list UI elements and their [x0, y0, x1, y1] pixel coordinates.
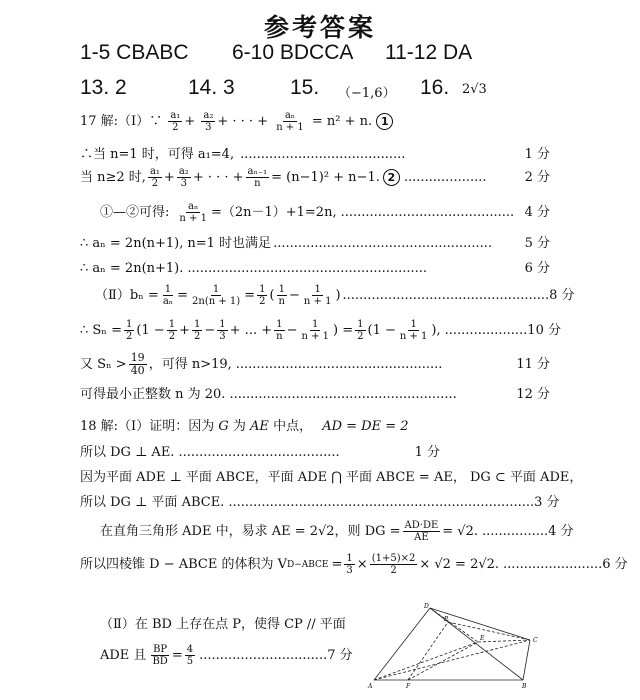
answer-15-value: （−1,6）	[338, 86, 396, 101]
circled-1: 1	[376, 113, 393, 130]
leader-dots: ................	[482, 523, 549, 539]
p17-l8-text: ∴ Sₙ =	[80, 322, 122, 338]
label-P: P	[444, 616, 449, 623]
frac-1-n: $\frac{1}{n}$	[278, 284, 285, 307]
p17-l10-text: 可得最小正整数 n 为 20.	[80, 387, 226, 402]
answer-1-5: 1-5 CBABC	[80, 41, 189, 64]
frac-half-c: $\frac{1}{2}$	[357, 319, 364, 342]
circled-2: 2	[383, 169, 400, 186]
frac-a1-2: $\frac{\text{a₁}}{2}$	[170, 110, 181, 133]
frac-19-40: $\frac{19}{40}$	[130, 351, 145, 377]
score: 4 分	[548, 523, 574, 539]
p17-l5-formula: ∴ aₙ = 2n(n+1),	[80, 236, 184, 251]
leader-dots: ....................	[403, 169, 487, 185]
label-F: F	[406, 683, 411, 690]
frac-1-n1c: $\frac{1}{n + 1}$	[301, 319, 330, 342]
p17-eq1-tail: = n² + n.	[311, 114, 373, 129]
frac-an1-n: $\frac{\text{aₙ₋₁}}{n}$	[247, 166, 268, 189]
p18-l6-result: × √2 = 2√2.	[419, 556, 500, 572]
score: 6 分	[524, 261, 550, 276]
frac-an-n1b: $\frac{\text{aₙ}}{n + 1}$	[179, 201, 207, 224]
p17-l3-text: 当 n≥2 时,	[80, 169, 146, 185]
p17-line9	[80, 352, 550, 377]
label-A: A	[368, 683, 373, 690]
score: 6 分	[602, 556, 628, 572]
frac-1-2d: $\frac{1}{2}$	[194, 319, 201, 342]
p17-line8: ∴ Sₙ = $\frac{1}{2}$ (1 − $\frac{1}{2}$ + $\frac{1}{2}$ − $\frac{1}{3}$ + ... + $\frac{1}{n}$ − $\frac{1}{n + 1}$ ) = $\frac{1}{2}$ (1 − $\frac{1}{n + 1}$ ), .................... 10 分	[80, 319, 561, 342]
answer-14: 14. 3	[188, 76, 235, 99]
label-E: E	[480, 635, 485, 642]
p17-l9-result: ，可得 n>19,	[148, 356, 232, 372]
leader-dots: ...............................	[199, 647, 328, 663]
score: 2 分	[524, 169, 550, 185]
frac-a2-3: $\frac{\text{a₂}}{3}$	[203, 110, 214, 133]
p18-l1-midpoint: 中点，	[273, 419, 313, 434]
leader-dots: ..................................................	[342, 287, 550, 303]
p18-line1	[80, 418, 409, 436]
score: 1 分	[524, 147, 550, 162]
frac-bp-bd: $\frac{BP}{BD}$	[152, 644, 168, 667]
frac-4-5: $\frac{4}{5}$	[186, 644, 194, 667]
p17-line7: （Ⅱ）bₙ = $\frac{1}{\text{aₙ}}$ = $\frac{1}{2n(n + 1)}$ = $\frac{1}{2}$ ( $\frac{1}{n}$ − $\frac{1}{n + 1}$ ) .................................................. 8 分	[95, 284, 575, 307]
p17-l7-text: （Ⅱ）bₙ =	[95, 287, 159, 303]
answer-16-label: 16.	[420, 76, 450, 99]
score: 11 分	[516, 356, 550, 372]
score: 1 分	[414, 445, 440, 460]
frac-1-nb: $\frac{1}{n}$	[276, 319, 283, 342]
frac-vol: $\frac{(1+5)\times 2}{2}$	[371, 553, 416, 576]
frac-a2-3b: $\frac{\text{a₂}}{3}$	[178, 166, 189, 189]
score: 12 分	[516, 387, 550, 402]
p17-l2-a1: a₁=4	[197, 147, 230, 162]
score: 3 分	[534, 495, 560, 510]
leader-dots: ....................	[444, 322, 528, 338]
frac-1-3b: $\frac{1}{3}$	[346, 553, 353, 576]
p18-l6-text: 所以四棱锥 D − ABCE 的体积为 V	[80, 556, 287, 572]
frac-an-n1: $\frac{\text{aₙ}}{n + 1}$	[276, 110, 304, 133]
p18-line7: （Ⅱ）在 BD 上存在点 P，使得 CP // 平面	[100, 617, 346, 632]
p18-l5-text: 在直角三角形 ADE 中，易求 AE = 2√2，则 DG =	[100, 523, 401, 539]
score: 10 分	[527, 322, 561, 338]
frac-half-b: $\frac{1}{2}$	[125, 319, 133, 342]
p17-line10	[80, 386, 550, 404]
p18-line6	[80, 553, 628, 576]
edge-AE	[374, 642, 478, 680]
frac-adde-ae: $\frac{AD\cdot DE}{AE}$	[404, 520, 439, 543]
label-B: B	[522, 683, 527, 690]
score: 4 分	[524, 204, 550, 220]
p18-line4	[80, 494, 560, 512]
p17-line5	[80, 235, 550, 253]
edge-BC	[523, 640, 530, 680]
p18-l1-g: G	[218, 419, 229, 434]
p18-l2-text: 所以 DG ⊥ AE.	[80, 445, 175, 460]
score: 7 分	[327, 647, 353, 663]
leader-dots: ........................	[503, 556, 603, 572]
label-C: C	[533, 637, 538, 644]
p18-line5	[100, 520, 574, 543]
pyramid-figure	[368, 600, 548, 695]
leader-dots: ..................................................	[235, 356, 443, 372]
p17-l4-eq: =（2n－1）+1=2n,	[210, 204, 337, 220]
leader-dots: .....................................................	[273, 236, 493, 251]
p17-l2-comma: ,	[229, 147, 235, 162]
edge-AC	[374, 640, 530, 680]
p18-line8: ADE 且 $\frac{BP}{BD}$ = $\frac{4}{5}$ ............................... 7 分	[100, 644, 353, 667]
label-D: D	[424, 603, 429, 610]
p18-l6-sub: D−ABCE	[287, 559, 329, 570]
p17-l2-text: ∴当 n=1 时，可得	[80, 147, 194, 162]
edge-FP	[408, 622, 448, 680]
p17-line1: 17 解:（Ⅰ）∵ $\frac{\text{a₁}}{2}$ + $\frac{\text{a₂}}{3}$ + · · · + $\frac{\text{aₙ}}{n + 1}$ = n² + n. 1	[80, 110, 393, 133]
p17-line3: 当 n≥2 时, $\frac{\text{a₁}}{2}$ + $\frac{\text{a₂}}{3}$ + · · · + $\frac{\text{aₙ₋₁}}{n}$ = (n−1)² + n−1. 2 .................... 2 分	[80, 166, 550, 189]
leader-dots: ........................................	[240, 147, 406, 162]
leader-dots: .......................................	[178, 445, 340, 460]
frac-1-n1: $\frac{1}{n + 1}$	[303, 284, 332, 307]
p17-line6	[80, 260, 550, 278]
frac-a1-2b: $\frac{\text{a₁}}{2}$	[149, 166, 160, 189]
frac-1-n1d: $\frac{1}{n + 1}$	[399, 319, 428, 342]
edge-FE	[408, 642, 478, 680]
leader-dots: ..........................................................	[187, 261, 428, 276]
p18-l6-times: ×	[356, 556, 368, 572]
p17-l6-formula: ∴ aₙ = 2n(n+1).	[80, 261, 184, 276]
leader-dots: .......................................................	[229, 387, 457, 402]
score: 5 分	[524, 236, 550, 251]
frac-1-2nn1: $\frac{1}{2n(n + 1)}$	[192, 284, 241, 307]
p18-l4-text: 所以 DG ⊥ 平面 ABCE.	[80, 495, 225, 510]
p18-l1-ae: AE	[250, 419, 269, 434]
p18-l1-text: 18 解:（Ⅰ）证明：因为	[80, 419, 215, 434]
p18-line3: 因为平面 ADE ⊥ 平面 ABCE，平面 ADE ⋂ 平面 ABCE = AE， DG ⊂ 平面 ADE，	[80, 470, 583, 485]
answer-11-12: 11-12 DA	[385, 41, 473, 64]
score: 8 分	[549, 287, 575, 303]
p18-l1-eq: AD = DE = 2	[322, 419, 409, 434]
p17-l3-tail: = (n−1)² + n−1.	[271, 169, 380, 185]
p18-l5-eq: = √2.	[442, 523, 478, 539]
frac-1-2c: $\frac{1}{2}$	[168, 319, 176, 342]
edge-EC	[478, 640, 530, 642]
p17-line2	[80, 146, 550, 164]
p18-l6-eq: =	[331, 556, 343, 572]
answer-15-label: 15.	[290, 76, 320, 99]
frac-1-3: $\frac{1}{3}$	[219, 319, 226, 342]
edge-DA	[374, 608, 430, 680]
p18-l8-text: ADE 且	[100, 647, 147, 663]
frac-1-an: $\frac{1}{\text{aₙ}}$	[162, 284, 174, 307]
p17-l9-text: 又 Sₙ >	[80, 356, 127, 372]
p18-line2	[80, 444, 440, 462]
leader-dots: ..........................................................................	[228, 495, 535, 510]
p17-l5-text: n=1 时也满足	[187, 236, 272, 251]
page-title: 参考答案	[263, 13, 376, 42]
frac-half: $\frac{1}{2}$	[259, 284, 266, 307]
leader-dots: ..........................................	[340, 204, 515, 220]
answer-16-value: 2√3	[462, 82, 487, 97]
p17-line4	[100, 201, 550, 224]
p18-l1-wei: 为	[232, 419, 246, 434]
p17-l4-text: ①—②可得:	[100, 204, 170, 220]
answer-13: 13. 2	[80, 76, 127, 99]
answer-6-10: 6-10 BDCCA	[232, 41, 354, 64]
p17-head: 17 解:（Ⅰ）∵	[80, 114, 163, 129]
